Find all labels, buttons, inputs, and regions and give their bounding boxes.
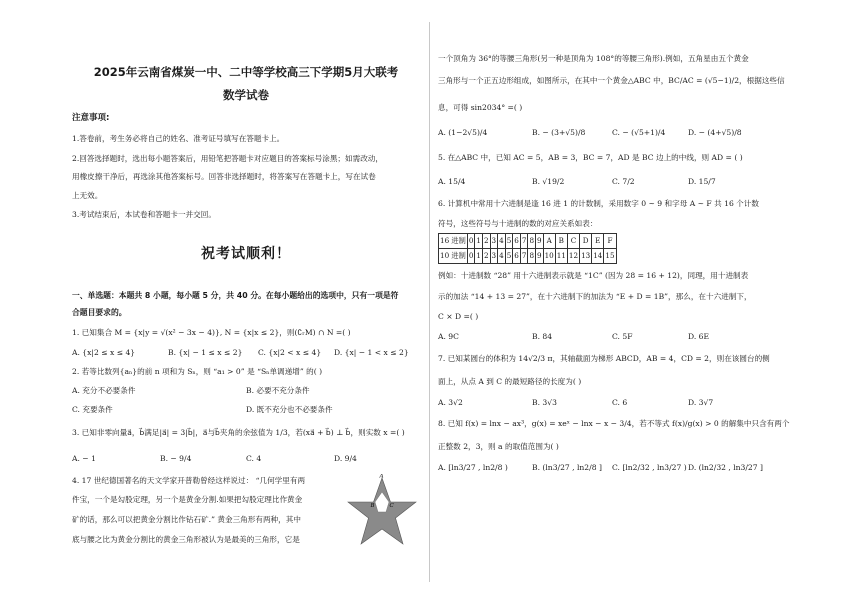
q6-option-b: B. 84 [532,332,553,341]
table-cell: 8 [528,249,536,264]
notice-item: 用橡皮擦干净后，再选涂其他答案标号。回答非选择题时，将答案写在答题卡上，写在试卷 [72,172,376,181]
q3-option-d: D. 9/4 [334,454,357,463]
q2-option-c: C. 充要条件 [72,405,113,414]
table-cell: 5 [505,234,513,249]
table-cell: 3 [490,234,498,249]
table-cell: 16 进制 [439,234,468,249]
question-3-stem: 3. 已知非零向量a⃗，b⃗满足|a⃗| = 3|b⃗|，a⃗与b⃗夹角的余弦值为 1/3，若(xa⃗ + b⃗) ⊥ b⃗，则实数 x =( ) [72,428,405,437]
question-4-line: 一个顶角为 36°的等腰三角形(另一种是顶角为 108°的等腰三角形).例如，五角星由五个黄金 [438,54,749,63]
table-cell: B [555,234,567,249]
table-cell: 0 [467,249,475,264]
table-cell: 14 [592,249,604,264]
table-cell: 15 [604,249,616,264]
table-cell: 3 [490,249,498,264]
question-6-line: 符号，这些符号与十进制的数的对应关系如表： [438,219,598,228]
q4-option-b: B. − (3+√5)/8 [532,128,586,137]
notice-heading: 注意事项: [72,113,110,123]
question-6-line: C × D =( ) [438,312,479,321]
table-cell: 1 [475,234,483,249]
q6-option-d: D. 6E [688,332,710,341]
q5-option-d: D. 15/7 [688,177,716,186]
star-label-b: B [370,503,375,509]
table-cell: 6 [513,249,521,264]
table-cell: 5 [505,249,513,264]
q5-option-c: C. 7/2 [612,177,635,186]
question-1-stem: 1. 已知集合 M = {x|y = √(x² − 3x − 4)}, N = {x|x ≤ 2}，则(∁ᵣM) ∩ N =( ) [72,328,351,337]
table-cell: 7 [520,249,528,264]
notice-item: 2.回答选择题时，选出每小题答案后，用铅笔把答题卡对应题目的答案标号涂黑；如需改动， [72,154,383,163]
table-row [439,234,617,249]
table-cell: 8 [528,234,536,249]
question-8-line: 8. 已知 f(x) = lnx − ax³，g(x) = xeˣ − lnx − x − 3/4，若不等式 f(x)/g(x) > 0 的解集中只含有两个 [438,419,790,428]
table-cell: 12 [567,249,579,264]
q1-option-d: D. {x| − 1 < x ≤ 2} [334,348,409,357]
exam-title: 2025年云南省煤炭一中、二中等学校高三下学期5月大联考 [93,65,399,79]
question-6-line: 6. 计算机中常用十六进制是逢 16 进 1 的计数制，采用数字 0 ~ 9 和字母 A ~ F 共 16 个计数 [438,199,759,208]
table-cell: 4 [498,249,506,264]
section-heading: 合题目要求的。 [72,308,127,317]
table-cell: 2 [482,249,490,264]
q4-option-d: D. − (4+√5)/8 [688,128,742,137]
question-7-line: 面上，从点 A 到 C 的最短路径的长度为( ) [438,377,582,386]
notice-item: 1.答卷前，考生务必将自己的姓名、准考证号填写在答题卡上。 [72,134,285,143]
q5-option-b: B. √19/2 [532,177,565,186]
section-heading: 一、单选题：本题共 8 小题，每小题 5 分，共 40 分。在每小题给出的选项中，只有一项是符 [72,291,399,300]
star-label-a: A [379,474,384,480]
table-cell: 13 [580,249,592,264]
question-4-line: 息，可得 sin2034° =( ) [438,103,523,112]
q1-option-a: A. {x|2 ≤ x ≤ 4} [72,348,136,357]
q1-option-c: C. {x|2 < x ≤ 4} [258,348,322,357]
question-6-line: 例如：十进制数 “28” 用十六进制表示就是 “1C” (因为 28 = 16 + 12)，同理，用十进制表 [438,271,749,280]
q3-option-b: B. − 9/4 [160,454,192,463]
table-cell: C [567,234,579,249]
question-4-line: 件宝，一个是勾股定理，另一个是黄金分割.如果把勾股定理比作黄金 [72,495,303,504]
question-7-line: 7. 已知某圆台的体积为 14√2/3 π，其轴截面为梯形 ABCD，AB = 4，CD = 2，则在该圆台的侧 [438,354,770,363]
table-cell: 1 [475,249,483,264]
table-cell: 9 [536,234,544,249]
table-cell: 11 [555,249,567,264]
q8-option-b: B. (ln3/27 , ln2/8 ] [532,463,602,472]
question-4-line: 底与腰之比为黄金分割比的黄金三角形被认为是最美的三角形，它是 [72,535,300,544]
q2-option-b: B. 必要不充分条件 [246,386,310,395]
question-4-line: 三角形与一个正五边形组成，如图所示，在其中一个黄金△ABC 中，BC/AC = (√5−1)/2，根据这些信 [438,76,785,85]
q6-option-a: A. 9C [438,332,459,341]
table-cell: E [592,234,604,249]
q8-option-d: D. (ln2/32 , ln3/27 ] [688,463,763,472]
q3-option-c: C. 4 [246,454,262,463]
table-cell: 10 [543,249,555,264]
table-row [439,249,617,264]
table-cell: D [580,234,592,249]
table-cell: 0 [467,234,475,249]
q4-option-a: A. (1−2√5)/4 [438,128,488,137]
q3-option-a: A. − 1 [72,454,96,463]
table-cell: 9 [536,249,544,264]
q2-option-d: D. 既不充分也不必要条件 [246,405,333,414]
exam-subtitle: 数学试卷 [223,88,269,102]
table-cell: 10 进制 [439,249,468,264]
table-cell: 4 [498,234,506,249]
q8-option-c: C. [ln2/32 , ln3/27 ) [612,463,687,472]
table-cell: F [604,234,616,249]
notice-item: 3.考试结束后，本试卷和答题卡一并交回。 [72,210,216,219]
question-4-line: 4. 17 世纪德国著名的天文学家开普勒曾经这样说过： “几何学里有两 [72,476,306,485]
column-divider [429,22,430,582]
table-cell: 6 [513,234,521,249]
q8-option-a: A. [ln3/27 , ln2/8 ) [438,463,508,472]
question-4-line: 矿的话，那么可以把黄金分割比作钻石矿.” 黄金三角形有两种，其中 [72,515,301,524]
q5-option-a: A. 15/4 [438,177,466,186]
q1-option-b: B. {x| − 1 ≤ x ≤ 2} [168,348,243,357]
question-5-stem: 5. 在△ABC 中，已知 AC = 5，AB = 3，BC = 7，AD 是 BC 边上的中线，则 AD = ( ) [438,153,743,162]
question-6-line: 示的加法 “14 + 13 = 27”，在十六进制下的加法为 “E + D = 1B”，那么，在十六进制下， [438,292,752,301]
q7-option-b: B. 3√3 [532,398,557,407]
q7-option-a: A. 3√2 [438,398,463,407]
table-cell: A [543,234,555,249]
q6-option-c: C. 5F [612,332,633,341]
table-cell: 2 [482,234,490,249]
hex-table [438,233,617,264]
q2-option-a: A. 充分不必要条件 [72,386,136,395]
notice-item: 上无效。 [72,191,103,200]
star-label-c: C [389,503,394,509]
table-cell: 7 [520,234,528,249]
blessing-banner: 祝考试顺利！ [201,246,291,262]
q7-option-d: D. 3√7 [688,398,714,407]
q7-option-c: C. 6 [612,398,628,407]
question-8-line: 正整数 2，3，则 a 的取值范围为( ) [438,442,559,451]
q4-option-c: C. − (√5+1)/4 [612,128,666,137]
question-2-stem: 2. 若等比数列{aₙ}的前 n 项和为 Sₙ，则 “a₁ > 0” 是 “Sₙ单调递增” 的( ) [72,367,323,376]
pentagram-figure [344,474,420,550]
